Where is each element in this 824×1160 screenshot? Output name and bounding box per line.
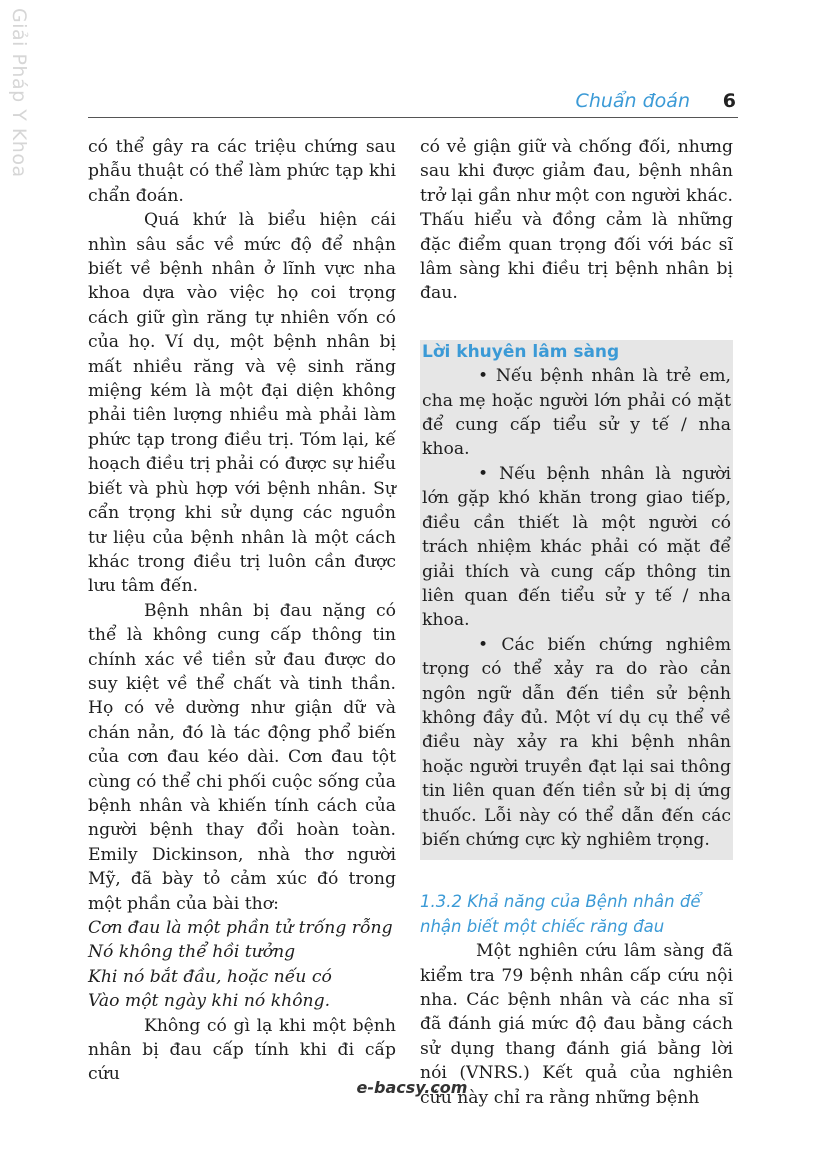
advice-item: • Nếu bệnh nhân là trẻ em, cha mẹ hoặc người lớn phải có mặt để cung cấp tiểu sử y tế / nha khoa. — [422, 366, 731, 460]
clinical-advice-box — [420, 340, 733, 861]
page-header — [88, 90, 738, 120]
section-heading: 1.3.2 Khả năng của Bệnh nhân để nhận biết một chiếc răng đau — [420, 892, 701, 936]
poem-line: Cơn đau là một phần tử trống rỗng — [88, 918, 393, 938]
poem-line: Vào một ngày khi nó không. — [88, 991, 331, 1012]
paragraph: có thể gây ra các triệu chứng sau phẫu thuật có thể làm phức tạp khi chẩn đoán. — [88, 137, 396, 206]
paragraph: Bệnh nhân bị đau nặng có thể là không cung cấp thông tin chính xác về tiền sử đau được do suy kiệt về thể chất và tinh thần. Họ có vẻ dường như giận dữ và chán nản, đó là tác động phổ biến của cơn đau kéo dài. Cơn đau tột cùng có thể chi phối cuộc sống của bệnh nhân và khiến tính cách của người bệnh thay đổi hoàn toàn. Emily Dickinson, nhà thơ người Mỹ, đã bày tỏ cảm xúc đó trong một phần của bài thơ: — [88, 600, 396, 914]
poem — [88, 916, 396, 1014]
right-column — [420, 135, 733, 1110]
paragraph: Một nghiên cứu lâm sàng đã kiểm tra 79 bệnh nhân cấp cứu nội nha. Các bệnh nhân và các nha sĩ đã đánh giá mức độ đau bằng cách sử dụng thang đánh giá bằng lời nói (VNRS.) Kết quả của nghiên cứu này chỉ ra rằng những bệnh — [420, 941, 733, 1108]
left-column — [88, 135, 396, 1087]
poem-line: Nó không thể hồi tưởng — [88, 942, 296, 963]
paragraph: Không có gì lạ khi một bệnh nhân bị đau cấp tính khi đi cấp cứu — [88, 1015, 396, 1085]
advice-item: • Các biến chứng nghiêm trọng có thể xảy ra do rào cản ngôn ngữ dẫn đến tiền sử bệnh không đầy đủ. Một ví dụ cụ thể về điều này xảy ra khi bệnh nhân hoặc người truyền đạt lại sai thông tin liên quan đến tiền sử bị dị ứng thuốc. Lỗi này có thể dẫn đến các biến chứng cực kỳ nghiêm trọng. — [422, 634, 731, 850]
footer-site: e-bacsy.com — [356, 1078, 468, 1097]
advice-item: • Nếu bệnh nhân là người lớn gặp khó khăn trong giao tiếp, điều cần thiết là một người có trách nhiệm khác phải có mặt để giải thích và cung cấp thông tin liên quan đến tiểu sử y tế / nha khoa. — [422, 463, 731, 631]
advice-title: Lời khuyên lâm sàng — [422, 341, 620, 362]
header-rule — [88, 117, 738, 118]
poem-line: Khi nó bắt đầu, hoặc nếu có — [88, 966, 332, 987]
paragraph: có vẻ giận giữ và chống đối, nhưng sau khi được giảm đau, bệnh nhân trở lại gần như một con người khác. Thấu hiểu và đồng cảm là những đặc điểm quan trọng đối với bác sĩ lâm sàng khi điều trị bệnh nhân bị đau. — [420, 137, 733, 304]
chapter-title: Chuẩn đoán — [575, 90, 690, 112]
side-brand-label: Giải Pháp Y Khoa — [8, 8, 30, 178]
paragraph: Quá khứ là biểu hiện cái nhìn sâu sắc về mức độ để nhận biết về bệnh nhân ở lĩnh vực nha khoa dựa vào việc họ coi trọng cách giữ gìn răng tự nhiên vốn có của họ. Ví dụ, một bệnh nhân bị mất nhiều răng và vệ sinh răng miệng kém là một đại diện không phải tiên lượng nhiều mà phải làm phức tạp trong điều trị. Tóm lại, kế hoạch điều trị phải có được sự hiểu biết và phù hợp với bệnh nhân. Sự cẩn trọng khi sử dụng các nguồn tư liệu của bệnh nhân là một cách khác trong điều trị luôn cần được lưu tâm đến. — [88, 210, 396, 597]
page-number: 6 — [722, 90, 736, 112]
